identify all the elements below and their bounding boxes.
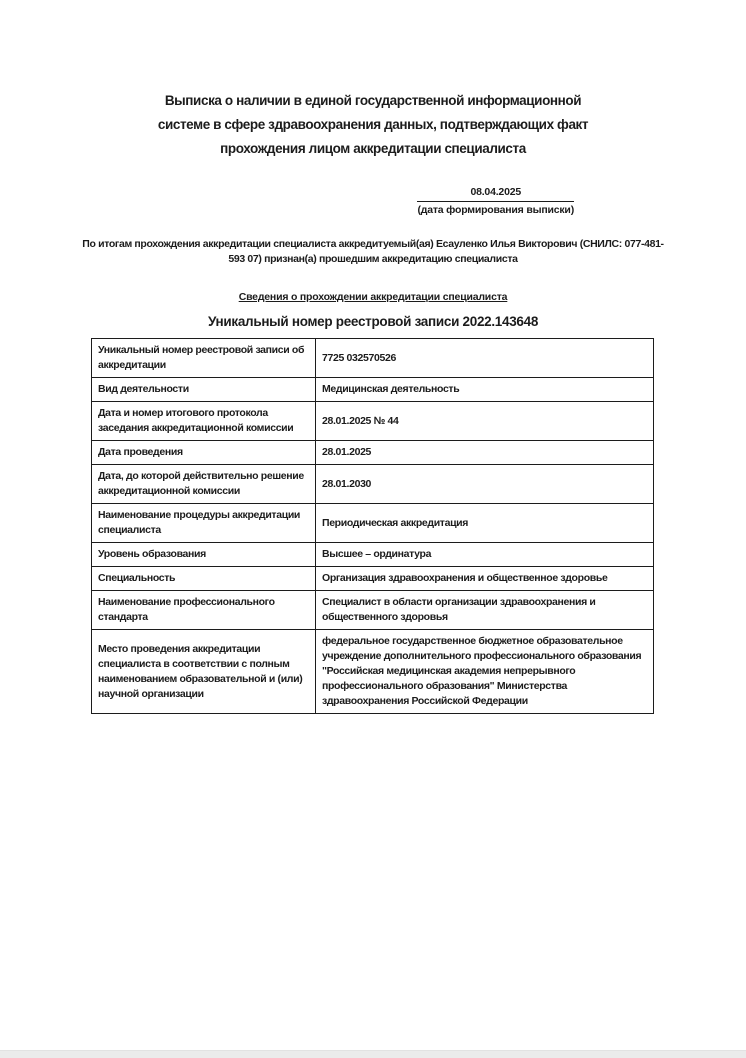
- registry-record-heading: Уникальный номер реестровой записи 2022.143648: [207, 314, 539, 329]
- field-value: Организация здравоохранения и общественное здоровье: [316, 567, 654, 591]
- table-row: [92, 441, 654, 465]
- table-row: [92, 630, 654, 714]
- table-row: [92, 378, 654, 402]
- field-value: Специалист в области организации здравоохранения и общественного здоровья: [316, 591, 654, 630]
- field-value: 28.01.2030: [316, 465, 654, 504]
- document-title-line: прохождения лицом аккредитации специалиста: [220, 141, 526, 156]
- document-title: [0, 89, 746, 161]
- field-value: 7725 032570526: [316, 339, 654, 378]
- extract-date-value: 08.04.2025: [417, 186, 574, 202]
- field-label: Наименование процедуры аккредитации специалиста: [92, 504, 316, 543]
- field-label: Дата, до которой действительно решение аккредитационной комиссии: [92, 465, 316, 504]
- field-value: Медицинская деятельность: [316, 378, 654, 402]
- field-value: 28.01.2025: [316, 441, 654, 465]
- table-row: [92, 591, 654, 630]
- field-value: Периодическая аккредитация: [316, 504, 654, 543]
- document-title-line: системе в сфере здравоохранения данных, подтверждающих факт: [157, 117, 589, 132]
- document-title-line: Выписка о наличии в единой государственной информационной: [164, 93, 582, 108]
- table-row: [92, 402, 654, 441]
- field-label: Наименование профессионального стандарта: [92, 591, 316, 630]
- field-label: Место проведения аккредитации специалиста в соответствии с полным наименованием образовательной и (или) научной организации: [92, 630, 316, 714]
- table-row: [92, 465, 654, 504]
- field-label: Дата и номер итогового протокола заседания аккредитационной комиссии: [92, 402, 316, 441]
- page-bottom-edge: [0, 1050, 746, 1058]
- accreditation-details-table: [91, 338, 654, 714]
- table-row: [92, 339, 654, 378]
- table-row: [92, 504, 654, 543]
- field-value: 28.01.2025 № 44: [316, 402, 654, 441]
- extract-date-block: [417, 186, 574, 216]
- field-label: Уникальный номер реестровой записи об аккредитации: [92, 339, 316, 378]
- field-value: Высшее – ординатура: [316, 543, 654, 567]
- field-label: Вид деятельности: [92, 378, 316, 402]
- field-label: Специальность: [92, 567, 316, 591]
- table-row: [92, 567, 654, 591]
- field-label: Уровень образования: [92, 543, 316, 567]
- section-heading: Сведения о прохождении аккредитации специалиста: [238, 291, 508, 303]
- field-label: Дата проведения: [92, 441, 316, 465]
- table-row: [92, 543, 654, 567]
- accreditation-summary-text: По итогам прохождения аккредитации специалиста аккредитуемый(ая) Есауленко Илья Викторович (СНИЛС: 077-481-593 07) признан(а) прошедшим аккредитацию специалиста: [82, 238, 664, 265]
- field-value: федеральное государственное бюджетное образовательное учреждение дополнительного профессионального образования "Российская медицинская академия непрерывного профессионального образования" Министерства здравоохранения Российской Федерации: [316, 630, 654, 714]
- extract-date-label: (дата формирования выписки): [417, 204, 574, 216]
